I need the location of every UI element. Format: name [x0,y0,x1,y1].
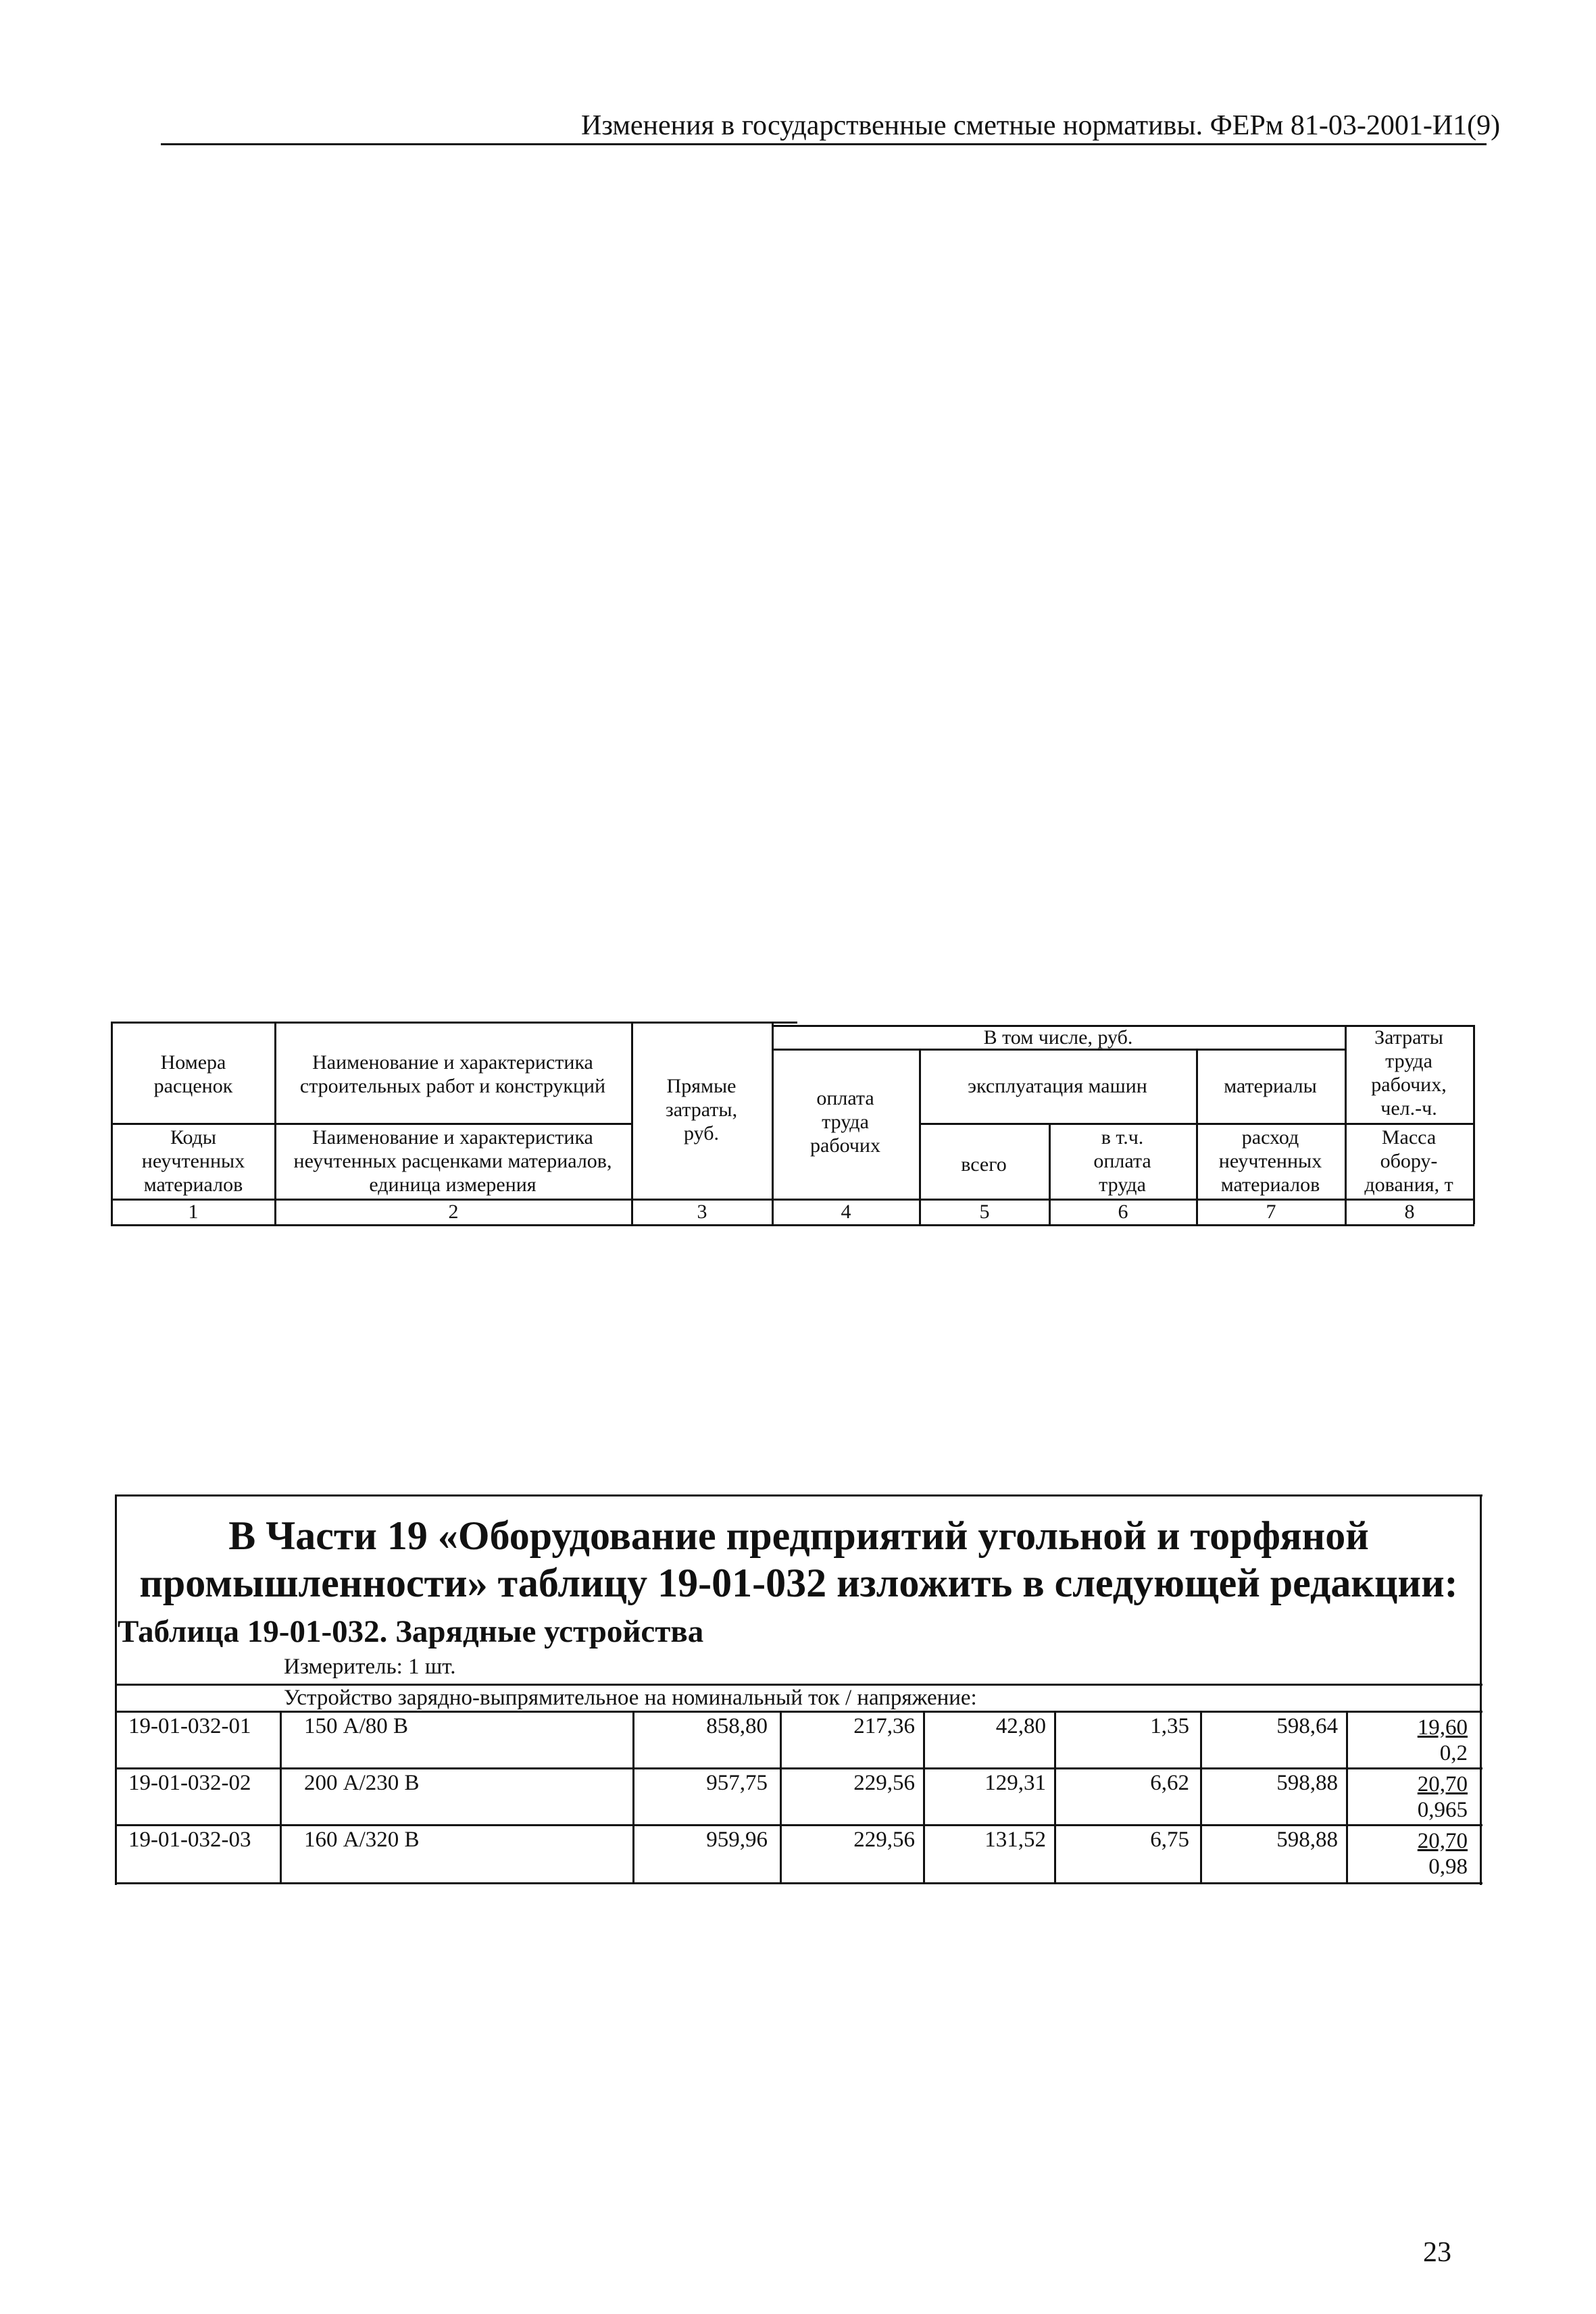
column-number: 5 [979,1201,990,1223]
materials: 598,64 [1276,1714,1338,1738]
column-number: 8 [1404,1201,1415,1223]
rate-code: 19-01-032-01 [128,1714,251,1738]
equipment-mass: 0,965 [1417,1798,1468,1822]
grid-line [1054,1711,1056,1884]
direct-costs: 858,80 [706,1714,768,1738]
grid-line [111,1022,113,1224]
materials-header: материалы [1224,1075,1317,1097]
column-number: 6 [1118,1201,1128,1223]
machines-labor: 6,75 [1150,1828,1189,1852]
grid-line [280,1711,282,1884]
column-number: 1 [188,1201,199,1223]
rate-code: 19-01-032-02 [128,1771,251,1795]
grid-line [115,1824,1482,1826]
machines-total: 129,31 [984,1771,1046,1795]
grid-line [111,1022,797,1024]
direct-costs-header: Прямые затраты, руб. [665,1075,738,1145]
rate-numbers-header: Номера расценок [153,1051,233,1097]
labor-hours: 20,70 [1417,1772,1468,1796]
machines-labor: 1,35 [1150,1714,1189,1738]
codes-header: Коды неучтенных материалов [141,1126,245,1196]
grid-line [780,1711,782,1884]
page-number: 23 [1423,2237,1451,2268]
including-header: В том числе, руб. [983,1026,1133,1049]
item-name: 160 А/320 В [304,1828,420,1852]
item-name: 200 А/230 В [304,1771,420,1795]
direct-costs: 957,75 [706,1771,768,1795]
equipment-mass-header: Масса обору- дования, т [1364,1126,1453,1196]
grid-line [115,1494,1482,1496]
work-name-header: Наименование и характеристика строительных работ и конструкций [299,1051,606,1097]
labor-hours: 20,70 [1417,1829,1468,1853]
machines-total: 42,80 [995,1714,1046,1738]
equipment-mass: 0,98 [1428,1855,1468,1879]
grid-line [111,1123,632,1125]
material-name-header: Наименование и характеристика неучтенных расценками материалов, единица измерения [293,1126,612,1196]
section-intro-line1: В Части 19 «Оборудование предприятий угольной и торфяной [228,1513,1369,1558]
labor-pay-header: оплата труда рабочих [810,1087,880,1157]
column-number: 7 [1266,1201,1276,1223]
grid-line [115,1767,1482,1769]
column-number: 3 [697,1201,707,1223]
grid-line [111,1224,1474,1226]
labor-costs-header: Затраты труда рабочих, чел.-ч. [1371,1026,1447,1120]
grid-line [115,1882,1482,1884]
labor-hours: 19,60 [1417,1715,1468,1740]
machines-labor-header: в т.ч. оплата труда [1093,1126,1151,1196]
machines-labor: 6,62 [1150,1771,1189,1795]
grid-line [1200,1711,1202,1884]
item-name: 150 А/80 В [304,1714,409,1738]
labor-pay: 229,56 [853,1828,915,1852]
labor-pay: 217,36 [853,1714,915,1738]
grid-line [923,1711,925,1884]
equipment-mass: 0,2 [1439,1741,1468,1765]
machines-total: 131,52 [984,1828,1046,1852]
grid-line [115,1711,1482,1713]
rate-code: 19-01-032-03 [128,1828,251,1852]
unaccounted-consumption-header: расход неучтенных материалов [1218,1126,1322,1196]
grid-line [1346,1711,1348,1884]
running-header: Изменения в государственные сметные нормативы. ФЕРм 81-03-2001-И1(9) [581,110,1501,141]
group-label: Устройство зарядно-выпрямительное на номинальный ток / напряжение: [284,1686,977,1710]
machine-operation-header: эксплуатация машин [968,1075,1147,1097]
column-number: 2 [448,1201,459,1223]
machines-total-header: всего [961,1153,1007,1176]
materials: 598,88 [1276,1828,1338,1852]
materials: 598,88 [1276,1771,1338,1795]
unit-label: Измеритель: 1 шт. [284,1655,456,1679]
column-number: 4 [841,1201,851,1223]
labor-pay: 229,56 [853,1771,915,1795]
section-intro-line2: промышленности» таблицу 19-01-032 изложить в следующей редакции: [139,1561,1458,1605]
table-title: Таблица 19-01-032. Зарядные устройства [118,1614,704,1649]
grid-line [632,1711,634,1884]
grid-line [1473,1025,1475,1224]
header-rule [161,143,1487,145]
direct-costs: 959,96 [706,1828,768,1852]
